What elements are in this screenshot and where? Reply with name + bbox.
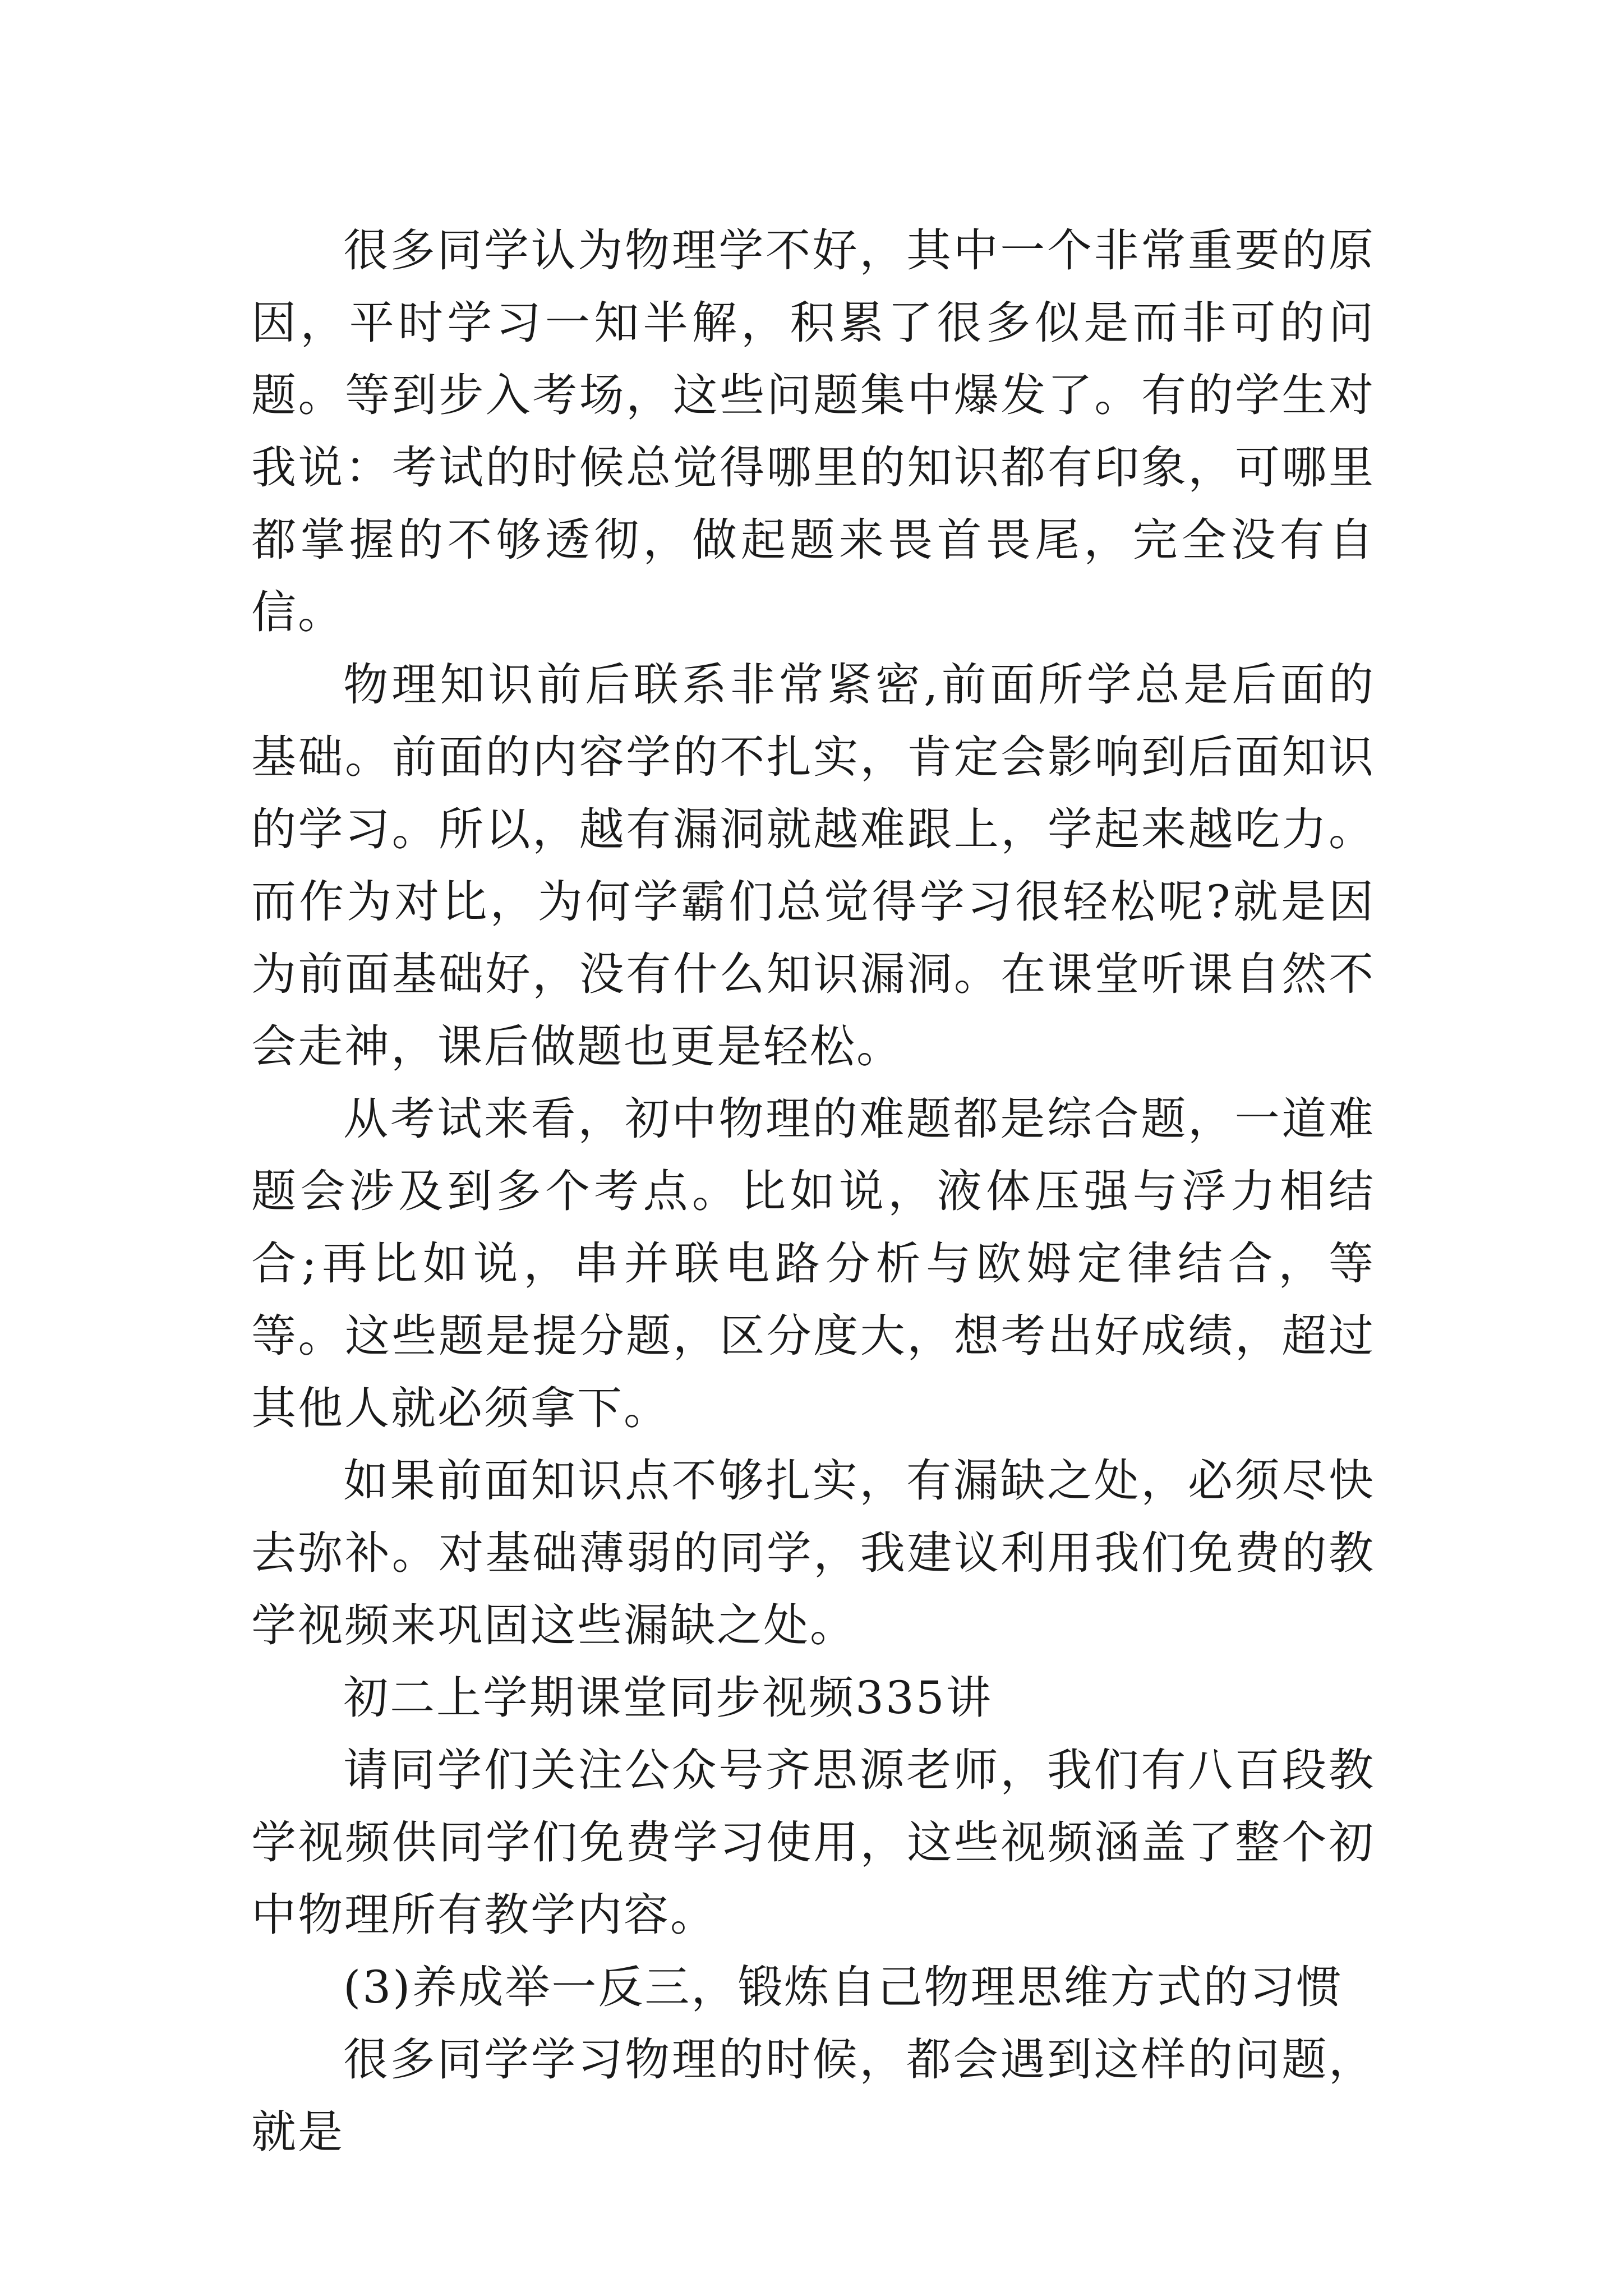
- video-course-line: 初二上学期课堂同步视频335讲: [343, 1672, 993, 1724]
- paragraph-4: 如果前面知识点不够扎实，有漏缺之处，必须尽快去弥补。对基础薄弱的同学，我建议利用我们免费的教学视频来巩固这些漏缺之处。: [251, 1455, 1375, 1651]
- document-body: [251, 214, 1375, 2168]
- paragraph-6: 请同学们关注公众号齐思源老师，我们有八百段教学视频供同学们免费学习使用，这些视频涵盖了整个初中物理所有教学内容。: [251, 1744, 1375, 1941]
- section-heading: (3)养成举一反三，锻炼自己物理思维方式的习惯: [343, 1961, 1343, 2013]
- paragraph-3: 从考试来看，初中物理的难题都是综合题，一道难题会涉及到多个考点。比如说，液体压强与浮力相结合;再比如说，串并联电路分析与欧姆定律结合，等等。这些题是提分题，区分度大，想考出好成绩，超过其他人就必须拿下。: [251, 1093, 1375, 1434]
- paragraph-2: 物理知识前后联系非常紧密,前面所学总是后面的基础。前面的内容学的不扎实，肯定会影响到后面知识的学习。所以，越有漏洞就越难跟上，学起来越吃力。而作为对比，为何学霸们总觉得学习很轻松呢?就是因为前面基础好，没有什么知识漏洞。在课堂听课自然不会走神，课后做题也更是轻松。: [251, 659, 1375, 1073]
- paragraph-8: 很多同学学习物理的时候，都会遇到这样的问题，就是: [251, 2033, 1375, 2158]
- paragraph-1: 很多同学认为物理学不好，其中一个非常重要的原因，平时学习一知半解，积累了很多似是而非可的问题。等到步入考场，这些问题集中爆发了。有的学生对我说：考试的时候总觉得哪里的知识都有印象，可哪里都掌握的不够透彻，做起题来畏首畏尾，完全没有自信。: [251, 224, 1375, 638]
